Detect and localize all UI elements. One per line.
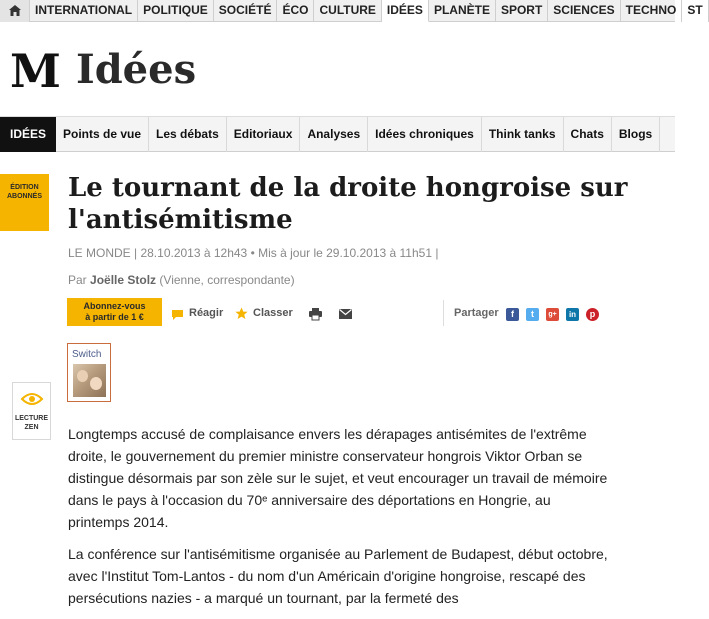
- byline-prefix: Par: [68, 273, 87, 287]
- article-paragraph-1: Longtemps accusé de complaisance envers les dérapages antisémites de l'extrême droite, le gouvernement du premier ministre conservateur hongrois Viktor Orban se distingue désormais par son zèle sur le sujet, et veut encourager un travail de mémoire dans le pays à l'occasion du 70ᵉ anniversaire des déportations en Hongrie, au printemps 2014.: [68, 426, 608, 530]
- twitter-icon[interactable]: t: [526, 308, 539, 321]
- subscribe-line1: Abonnez-vous: [83, 301, 146, 311]
- secnav-item-les-debats[interactable]: Les débats: [149, 117, 227, 152]
- pinterest-icon[interactable]: p: [586, 308, 599, 321]
- photo-face-2: [90, 377, 102, 390]
- topnav-item-sciences[interactable]: SCIENCES: [548, 0, 620, 22]
- article-meta: LE MONDE | 28.10.2013 à 12h43 • Mis à jour le 29.10.2013 à 11h51 |: [68, 246, 439, 260]
- topnav-item-techno[interactable]: TECHNO: [621, 0, 683, 22]
- mail-icon[interactable]: [339, 309, 352, 319]
- topnav-item-style[interactable]: ST: [682, 0, 708, 22]
- author-note: (Vienne, correspondante): [159, 273, 295, 287]
- secnav-item-idees-chroniques[interactable]: Idées chroniques: [368, 117, 482, 152]
- secnav-item-editoriaux[interactable]: Editoriaux: [227, 117, 301, 152]
- print-icon[interactable]: [309, 308, 322, 320]
- secnav-item-think-tanks[interactable]: Think tanks: [482, 117, 564, 152]
- secnav-item-chats[interactable]: Chats: [564, 117, 612, 152]
- le-monde-logo[interactable]: M: [10, 44, 58, 98]
- topnav-item-idees[interactable]: IDÉES: [382, 0, 429, 22]
- speech-bubble-icon: [171, 309, 184, 321]
- switch-photo: [73, 364, 106, 397]
- topnav-item-societe[interactable]: SOCIÉTÉ: [214, 0, 278, 22]
- top-navigation: [0, 0, 703, 22]
- edition-badge-line1: ÉDITION: [10, 184, 39, 191]
- zen-label: [13, 414, 50, 432]
- secnav-item-analyses[interactable]: Analyses: [300, 117, 368, 152]
- subscribe-button[interactable]: [67, 298, 162, 326]
- edition-abonnes-badge[interactable]: [0, 174, 49, 231]
- topnav-item-culture[interactable]: CULTURE: [314, 0, 381, 22]
- topnav-item-sport[interactable]: SPORT: [496, 0, 548, 22]
- switch-label: Switch: [72, 349, 102, 360]
- lecture-zen-button[interactable]: [12, 382, 51, 440]
- article-byline: [68, 273, 295, 287]
- article-paragraph-2: La conférence sur l'antisémitisme organisée au Parlement de Budapest, début octobre, avec l'Institut Tom-Lantos - du nom d'un Américain d'origine hongroise, rescapé des persécutions nazies - a marqué un tournant, par la fermeté des: [68, 546, 608, 606]
- googleplus-icon[interactable]: g+: [546, 308, 559, 321]
- masthead: [0, 23, 675, 116]
- zen-label-line1: LECTURE: [14, 415, 49, 422]
- zen-label-line2: ZEN: [24, 424, 39, 431]
- article-body: [68, 423, 608, 619]
- article-headline: Le tournant de la droite hongroise sur l'antisémitisme: [68, 173, 628, 235]
- subscribe-line2: à partir de 1 €: [85, 312, 144, 322]
- eye-icon: [21, 392, 43, 406]
- star-icon: [235, 307, 248, 320]
- section-navigation: [0, 116, 675, 152]
- secnav-item-blogs[interactable]: Blogs: [612, 117, 660, 152]
- topnav-item-politique[interactable]: POLITIQUE: [138, 0, 214, 22]
- author-link[interactable]: Joëlle Stolz: [90, 273, 157, 287]
- tools-divider: [443, 300, 444, 326]
- share-label: Partager: [454, 307, 499, 319]
- top-nav-list: [30, 0, 709, 22]
- photo-face-1: [77, 370, 88, 382]
- switch-widget[interactable]: [67, 343, 111, 402]
- save-button[interactable]: Classer: [253, 307, 293, 319]
- topnav-item-international[interactable]: INTERNATIONAL: [30, 0, 138, 22]
- section-title[interactable]: Idées: [76, 46, 197, 93]
- secnav-item-points-de-vue[interactable]: Points de vue: [56, 117, 149, 152]
- facebook-icon[interactable]: f: [506, 308, 519, 321]
- react-button[interactable]: Réagir: [189, 307, 224, 319]
- topnav-item-eco[interactable]: ÉCO: [277, 0, 314, 22]
- topnav-item-planete[interactable]: PLANÈTE: [429, 0, 496, 22]
- home-button[interactable]: [0, 0, 30, 22]
- secnav-active-idees[interactable]: IDÉES: [0, 117, 56, 152]
- home-icon: [9, 5, 21, 16]
- linkedin-icon[interactable]: in: [566, 308, 579, 321]
- edition-badge-line2: ABONNÉS: [6, 193, 42, 200]
